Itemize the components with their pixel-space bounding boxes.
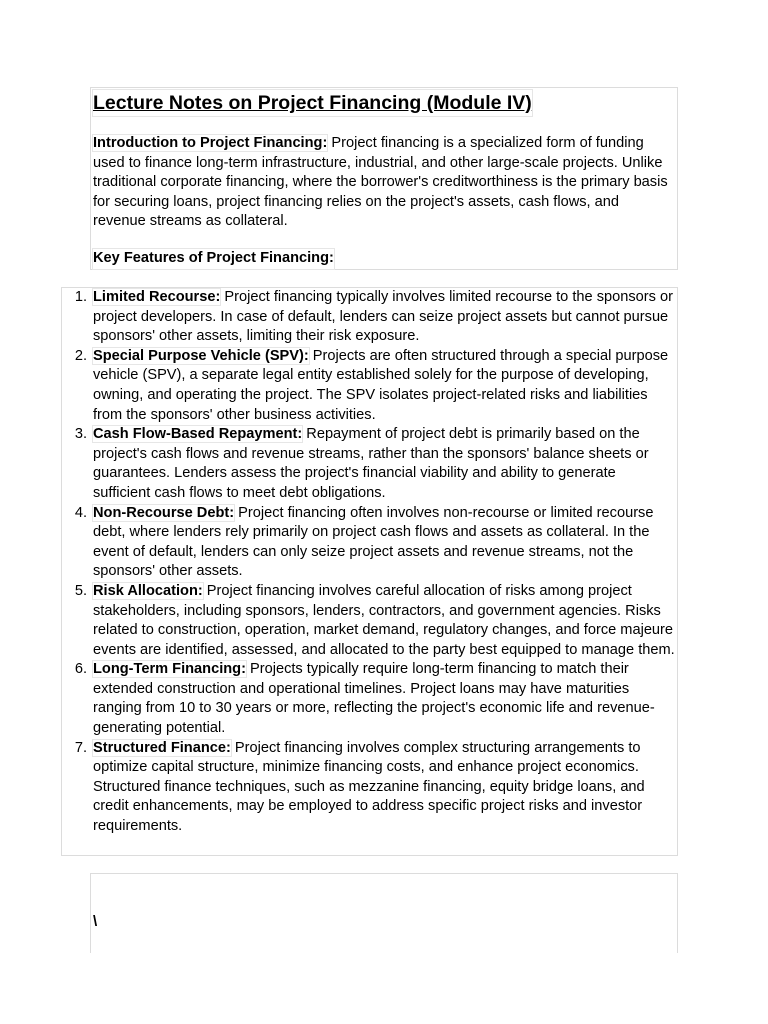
list-item (74, 739, 675, 837)
list-item-number: 6. (74, 661, 87, 678)
intro-text: Project financing is a specialized form of funding used to finance long-term infrastructure, industrial, and other large-scale projects. Unlike traditional corporate financing, where the borrower's creditworthiness is the primary basis for securing loans, project financing relies on the project's assets, cash flows, and revenue streams as collateral. (93, 135, 668, 229)
list-item-number: 2. (74, 347, 87, 364)
list-item-text: Projects typically require long-term financing to match their extended construction and operational timelines. Project loans may have maturities ranging from 10 to 30 years or more, reflecting the project's economic life and revenue-generating potential. (93, 661, 655, 737)
list-item (74, 660, 675, 738)
list-item-number: 1. (74, 289, 87, 305)
trailing-frame (90, 873, 678, 953)
trailing-backslash: \ (93, 913, 98, 930)
list-item (74, 347, 675, 425)
list-item (74, 582, 675, 660)
intro-paragraph (93, 134, 671, 232)
list-item-term: Risk Allocation: (93, 582, 203, 599)
list-item-term: Cash Flow-Based Repayment: (93, 426, 303, 443)
list-item-text: Projects are often structured through a special purpose vehicle (SPV), a separate legal entity established solely for the purpose of developing, owning, and operating the project. The SPV isolates project-related risks and liabilities from the sponsors' other business activities. (93, 347, 669, 423)
list-item-text: Project financing often involves non-recourse or limited recourse debt, where lenders rely primarily on project cash flows and assets as collateral. In the event of default, lenders can only seize project assets and revenue streams, not the sponsors' other assets. (93, 504, 654, 580)
list-item-term: Structured Finance: (93, 739, 231, 756)
intro-label: Introduction to Project Financing: (93, 135, 328, 151)
list-item-text: Project financing involves careful allocation of risks among project stakeholders, including sponsors, lenders, contractors, and government agencies. Risks related to construction, operation, market demand, regulatory changes, and force majeure events are identified, assessed, and allocated to the party best equipped to manage them. (93, 582, 675, 658)
list-item-text: Repayment of project debt is primarily based on the project's cash flows and revenue streams, rather than the sponsors' balance sheets or guarantees. Lenders assess the project's financial viability and ability to generate sufficient cash flows to meet debt obligations. (93, 426, 649, 501)
list-item (74, 504, 675, 582)
list-item-term: Limited Recourse: (93, 289, 221, 305)
list-item-number: 3. (74, 426, 87, 443)
page-title: Lecture Notes on Project Financing (Module IV) (93, 92, 532, 114)
list-item-number: 7. (74, 739, 87, 756)
list-item-term: Special Purpose Vehicle (SPV): (93, 347, 309, 364)
list-item-number: 4. (74, 504, 87, 521)
features-list (74, 288, 675, 837)
list-item (74, 288, 675, 347)
list-item-number: 5. (74, 582, 87, 599)
list-item (74, 425, 675, 503)
features-heading: Key Features of Project Financing: (93, 249, 334, 269)
list-item-text: Project financing typically involves limited recourse to the sponsors or project developers. In case of default, lenders can seize project assets but cannot pursue sponsors' other assets, limiting their risk exposure. (93, 289, 673, 345)
list-item-text: Project financing involves complex structuring arrangements to optimize capital structure, minimize financing costs, and enhance project economics. Structured finance techniques, such as mezzanine financing, equity bridge loans, and credit enhancements, may be employed to address specific project risks and investor requirements. (93, 739, 645, 835)
list-item-term: Non-Recourse Debt: (93, 504, 235, 521)
list-item-term: Long-Term Financing: (93, 661, 246, 678)
